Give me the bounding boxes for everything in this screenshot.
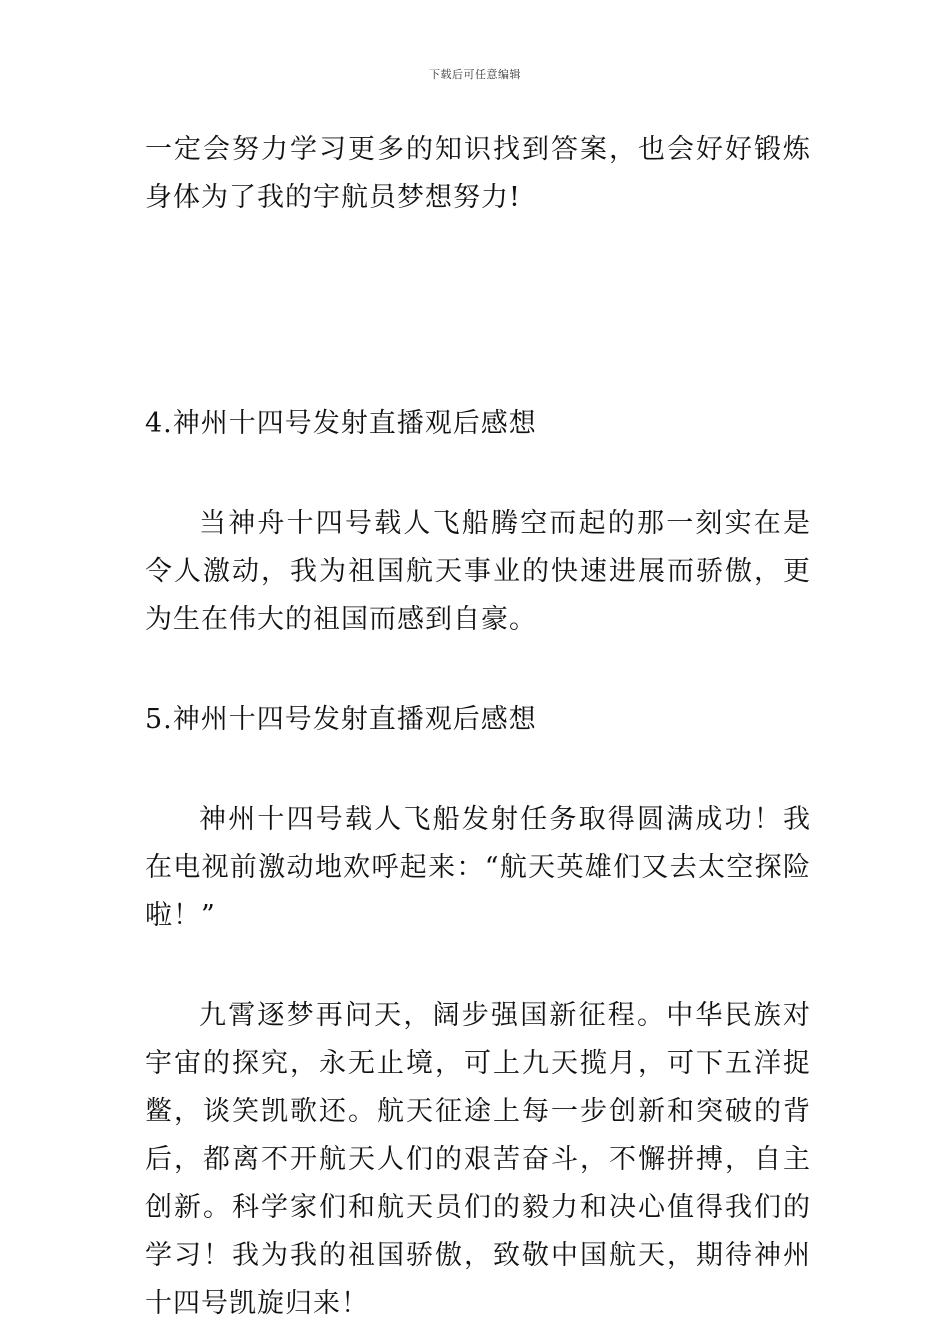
section-heading-5: 5.神州十四号发射直播观后感想 bbox=[145, 704, 537, 735]
section-heading-4: 4.神州十四号发射直播观后感想 bbox=[145, 408, 537, 439]
paragraph-section-5-a: 神州十四号载人飞船发射任务取得圆满成功！我在电视前激动地欢呼起来：“航天英雄们又去太空探险啦！” bbox=[145, 804, 811, 931]
paragraph-section-4: 当神舟十四号载人飞船腾空而起的那一刻实在是令人激动，我为祖国航天事业的快速进展而骄傲，更为生在伟大的祖国而感到自豪。 bbox=[145, 508, 811, 635]
paragraph-continued: 一定会努力学习更多的知识找到答案，也会好好锻炼身体为了我的宇航员梦想努力! bbox=[145, 134, 811, 213]
document-body bbox=[145, 126, 811, 1328]
paragraph-section-5-b: 九霄逐梦再问天，阔步强国新征程。中华民族对宇宙的探究，永无止境，可上九天揽月，可下五洋捉鳖，谈笑凯歌还。航天征途上每一步创新和突破的背后，都离不开航天人们的艰苦奋斗，不懈拼搏，自主创新。科学家们和航天员们的毅力和决心值得我们的学习！我为我的祖国骄傲，致敬中国航天，期待神州十四号凯旋归来！ bbox=[145, 1000, 811, 1319]
page-header-note: 下载后可任意编辑 bbox=[429, 68, 521, 81]
